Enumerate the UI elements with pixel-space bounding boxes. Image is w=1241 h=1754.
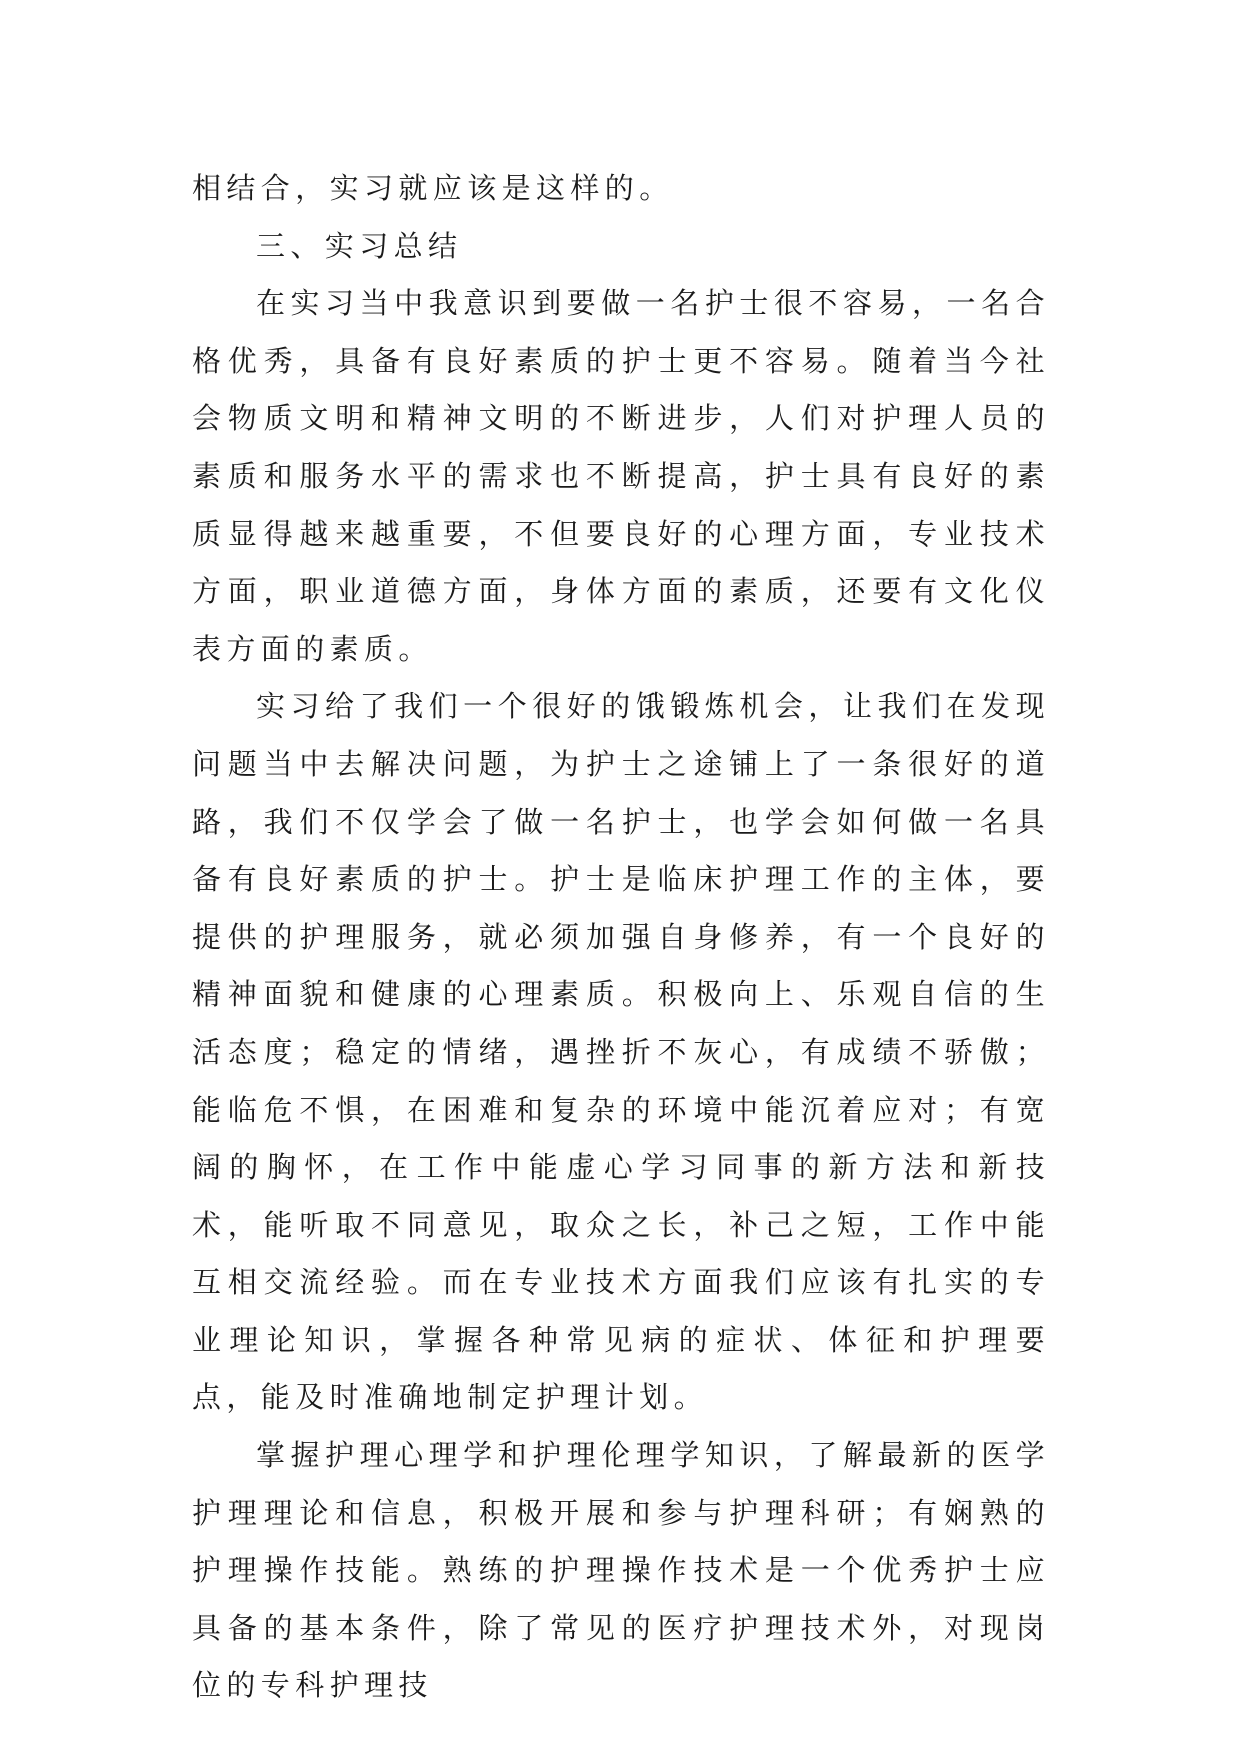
paragraph-nurse-quality: 在实习当中我意识到要做一名护士很不容易，一名合格优秀，具备有良好素质的护士更不容易。随着当今社会物质文明和精神文明的不断进步，人们对护理人员的素质和服务水平的需求也不断提高，护士具有良好的素质显得越来越重要，不但要良好的心理方面，专业技术方面，职业道德方面，身体方面的素质，还要有文化仪表方面的素质。 — [192, 286, 1050, 666]
paragraph-internship-opportunity: 实习给了我们一个很好的饿锻炼机会，让我们在发现问题当中去解决问题，为护士之途铺上了一条很好的道路，我们不仅学会了做一名护士，也学会如何做一名具备有良好素质的护士。护士是临床护理工作的主体，要提供的护理服务，就必须加强自身修养，有一个良好的精神面貌和健康的心理素质。积极向上、乐观自信的生活态度；稳定的情绪，遇挫折不灰心，有成绩不骄傲；能临危不惧，在困难和复杂的环境中能沉着应对；有宽阔的胸怀，在工作中能虚心学习同事的新方法和新技术，能听取不同意见，取众之长，补己之短，工作中能互相交流经验。而在专业技术方面我们应该有扎实的专业理论知识，掌握各种常见病的症状、体征和护理要点，能及时准确地制定护理计划。 — [192, 689, 1050, 1415]
document-body — [192, 160, 1050, 1715]
paragraph-nursing-skills: 掌握护理心理学和护理伦理学知识，了解最新的医学护理理论和信息，积极开展和参与护理科研；有娴熟的护理操作技能。熟练的护理操作技术是一个优秀护士应具备的基本条件，除了常见的医疗护理技术外，对现岗位的专科护理技 — [192, 1438, 1050, 1703]
section-heading: 三、实习总结 — [256, 228, 463, 263]
paragraph-continuation: 相结合，实习就应该是这样的。 — [192, 171, 674, 205]
